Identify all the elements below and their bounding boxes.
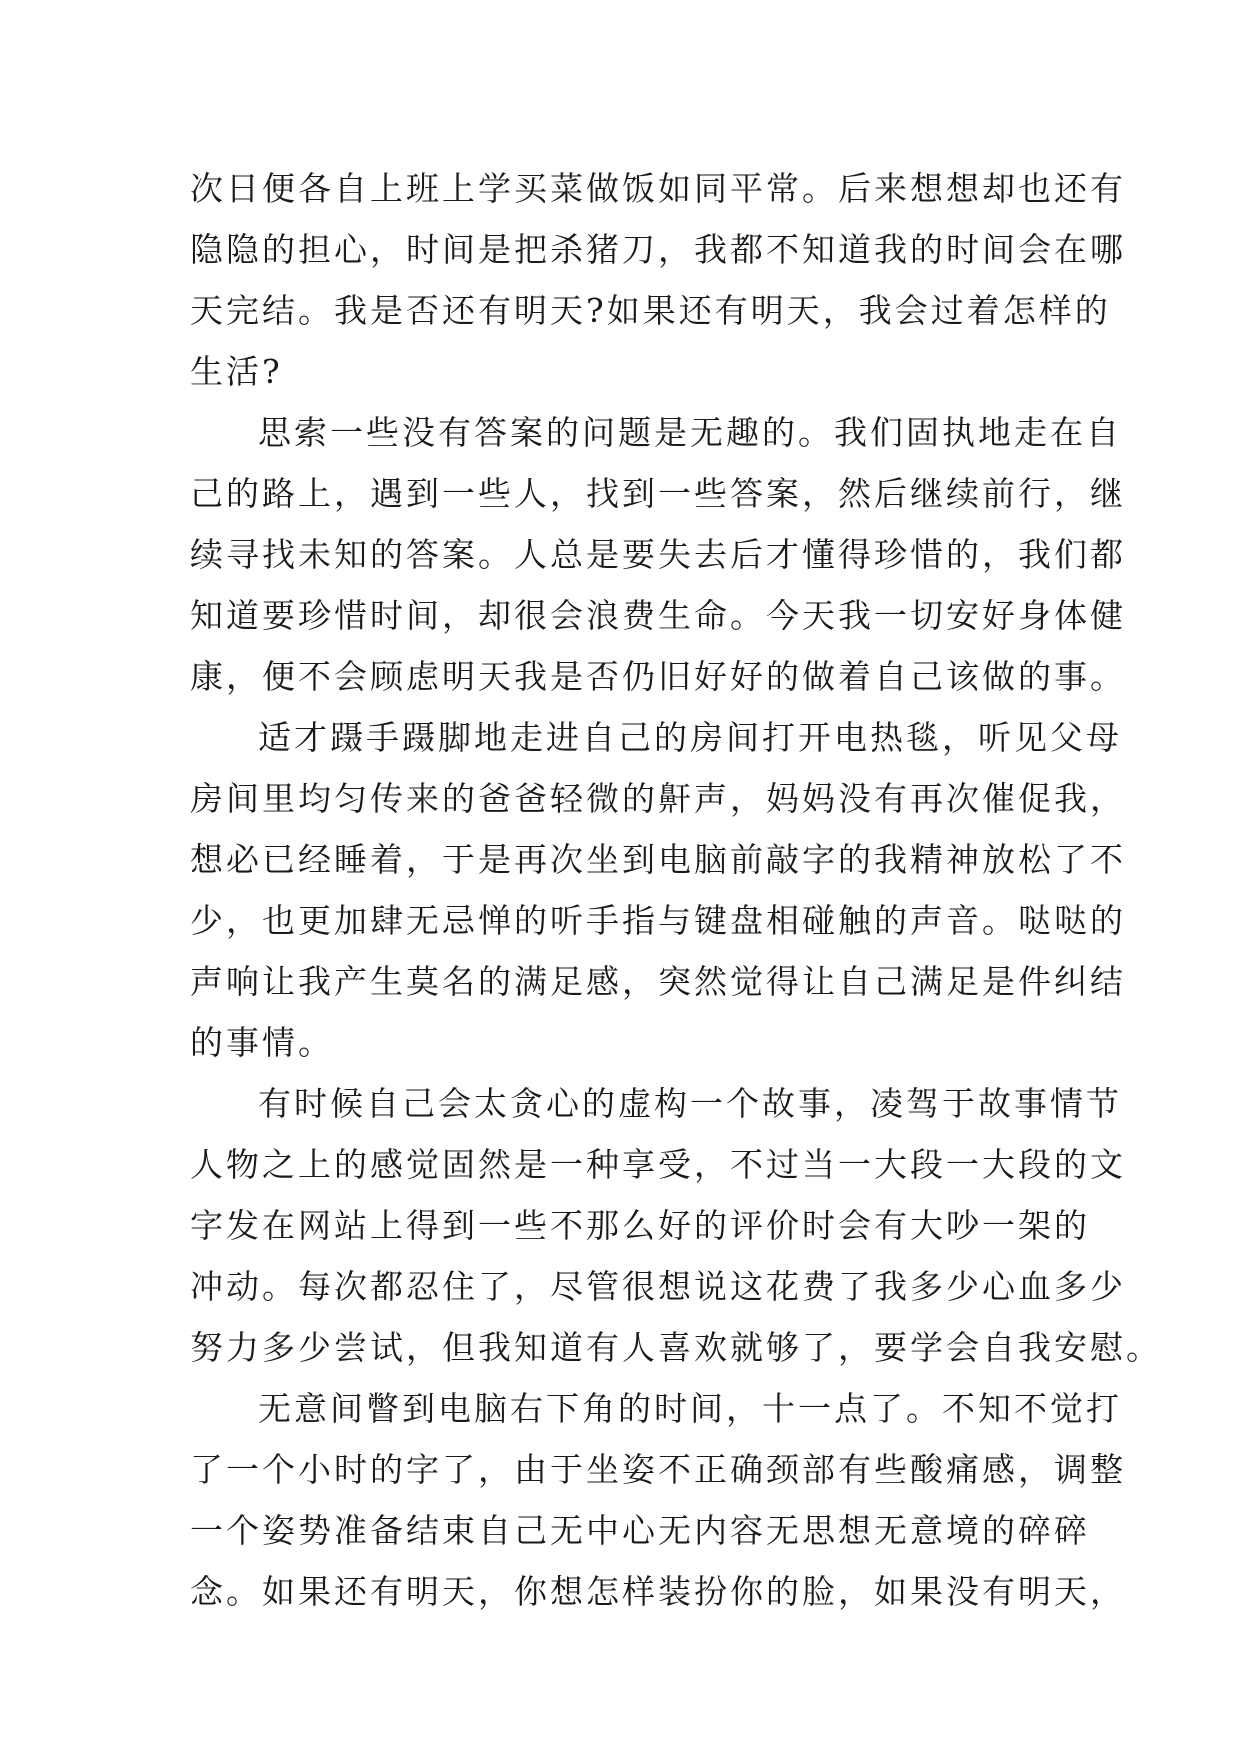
paragraph-3 bbox=[190, 707, 1126, 1073]
paragraph-1 bbox=[190, 158, 1126, 402]
text-line: 人物之上的感觉固然是一种享受，不过当一大段一大段的文 bbox=[190, 1145, 1126, 1184]
text-line: 念。如果还有明天，你想怎样装扮你的脸，如果没有明天， bbox=[190, 1572, 1126, 1611]
text-line: 次日便各自上班上学买菜做饭如同平常。后来想想却也还有 bbox=[190, 169, 1126, 208]
text-line: 康，便不会顾虑明天我是否仍旧好好的做着自己该做的事。 bbox=[190, 657, 1126, 696]
text-line: 声响让我产生莫名的满足感，突然觉得让自己满足是件纠结 bbox=[190, 962, 1126, 1001]
text-line: 想必已经睡着，于是再次坐到电脑前敲字的我精神放松了不 bbox=[190, 840, 1126, 879]
text-line: 的事情。 bbox=[190, 1023, 334, 1062]
text-line: 无意间瞥到电脑右下角的时间，十一点了。不知不觉打 bbox=[258, 1389, 1122, 1428]
text-line: 己的路上，遇到一些人，找到一些答案，然后继续前行，继 bbox=[190, 474, 1126, 513]
text-line: 有时候自己会太贪心的虚构一个故事，凌驾于故事情节 bbox=[258, 1084, 1122, 1123]
text-line: 房间里均匀传来的爸爸轻微的鼾声，妈妈没有再次催促我， bbox=[190, 779, 1126, 818]
text-line: 努力多少尝试，但我知道有人喜欢就够了，要学会自我安慰。 bbox=[190, 1328, 1162, 1367]
text-line: 少，也更加肆无忌惮的听手指与键盘相碰触的声音。哒哒的 bbox=[190, 901, 1126, 940]
text-line: 冲动。每次都忍住了，尽管很想说这花费了我多少心血多少 bbox=[190, 1267, 1126, 1306]
text-line: 天完结。我是否还有明天?如果还有明天，我会过着怎样的 bbox=[190, 291, 1111, 330]
text-line: 一个姿势准备结束自己无中心无内容无思想无意境的碎碎 bbox=[190, 1511, 1090, 1550]
text-line: 隐隐的担心，时间是把杀猪刀，我都不知道我的时间会在哪 bbox=[190, 230, 1126, 269]
paragraph-5 bbox=[190, 1378, 1126, 1622]
text-line: 适才蹑手蹑脚地走进自己的房间打开电热毯，听见父母 bbox=[258, 718, 1122, 757]
text-line: 续寻找未知的答案。人总是要失去后才懂得珍惜的，我们都 bbox=[190, 535, 1126, 574]
text-line: 思索一些没有答案的问题是无趣的。我们固执地走在自 bbox=[258, 413, 1122, 452]
text-line: 生活? bbox=[190, 352, 283, 391]
paragraph-4 bbox=[190, 1073, 1162, 1378]
text-line: 字发在网站上得到一些不那么好的评价时会有大吵一架的 bbox=[190, 1206, 1090, 1245]
body-text bbox=[190, 158, 1162, 1622]
text-line: 了一个小时的字了，由于坐姿不正确颈部有些酸痛感，调整 bbox=[190, 1450, 1126, 1489]
text-line: 知道要珍惜时间，却很会浪费生命。今天我一切安好身体健 bbox=[190, 596, 1126, 635]
paragraph-2 bbox=[190, 402, 1126, 707]
